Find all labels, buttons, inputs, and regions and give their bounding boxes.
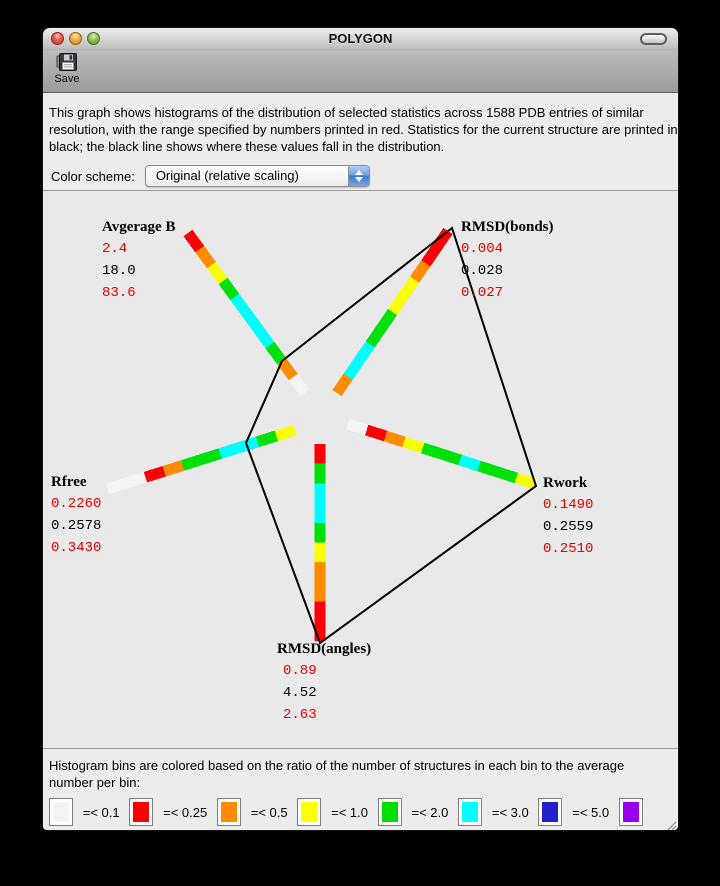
zoom-button[interactable]: [87, 32, 100, 45]
histogram-bin-segment: [125, 472, 147, 488]
histogram-bin-segment: [440, 449, 462, 465]
histogram-bin-segment: [459, 455, 481, 471]
description-panel: [43, 93, 678, 191]
resize-grip[interactable]: [662, 818, 677, 831]
axis-rwork: [543, 475, 593, 560]
axis-label: RMSD(bonds): [461, 219, 554, 235]
legend-bin-color: [133, 802, 149, 822]
histogram-bin-segment: [106, 478, 128, 494]
legend-bin-swatch: [129, 798, 153, 826]
axis-rmsd-bonds: [461, 219, 554, 304]
color-scheme-selected-value: Original (relative scaling): [155, 168, 299, 183]
legend-bin-label: =< 0.1: [82, 804, 120, 820]
axis-range-min: 0.1490: [543, 497, 594, 513]
axis-current-value: 0.2559: [543, 519, 594, 535]
legend-bin-color: [462, 802, 478, 822]
legend-bin-label: =< 0.5: [250, 804, 288, 820]
axis-current-value: 0.028: [461, 263, 504, 279]
axis-rmsd-angles: [277, 641, 371, 726]
axis-range-max: 0.027: [461, 285, 504, 301]
axis-rfree: [51, 474, 101, 559]
histogram-bin-segment: [275, 425, 297, 441]
legend-bin-label: =< 0.25: [163, 804, 208, 820]
legend-bin-color: [301, 802, 317, 822]
legend-bin-label: =< 3.0: [491, 804, 529, 820]
histogram-bin-segment: [315, 503, 326, 523]
legend-bins-row: [49, 798, 643, 826]
legend-bin-label: =< 2.0: [411, 804, 449, 820]
histogram-bin-segment: [315, 444, 326, 464]
histogram-bin-segment: [315, 523, 326, 543]
close-button[interactable]: [51, 32, 64, 45]
legend-bin-color: [382, 802, 398, 822]
legend-bin-swatch: [49, 798, 73, 826]
axis-range-min: 2.4: [102, 241, 128, 257]
save-button-label: Save: [54, 73, 80, 85]
histogram-bin-segment: [315, 602, 326, 622]
plot-area: [43, 191, 678, 748]
legend-bin-color: [53, 802, 69, 822]
histogram-bin-segment: [477, 461, 499, 477]
description-text: This graph shows histograms of the distribution of selected statistics across 1588 PDB entries of similar resolution, with the range specified by numbers printed in red. Statistics for the current structure are printed in black; the black line shows where these values fall in the distribution.: [49, 105, 678, 154]
color-scheme-label: Color scheme:: [51, 168, 135, 184]
save-button[interactable]: [50, 52, 84, 85]
save-floppy-icon: [56, 52, 78, 72]
color-scheme-dropdown[interactable]: [145, 165, 370, 187]
window-title: POLYGON: [328, 31, 393, 46]
axis-current-value: 0.2578: [51, 518, 102, 534]
polygon-window: [42, 27, 679, 831]
histogram-bin-segment: [346, 419, 368, 435]
dropdown-stepper-icon: [348, 166, 369, 186]
histogram-bin-segment: [219, 442, 241, 458]
histogram-bin-segment: [200, 448, 222, 464]
histogram-bin-segment: [162, 460, 184, 476]
histogram-bin-segment: [181, 454, 203, 470]
axis-range-min: 0.89: [283, 663, 317, 679]
axis-range-max: 0.2510: [543, 541, 594, 557]
legend-bin-swatch: [538, 798, 562, 826]
legend-bin-swatch: [297, 798, 321, 826]
axis-label: Rfree: [51, 474, 87, 490]
histogram-bin-segment: [315, 582, 326, 602]
histogram-bin-segment: [421, 443, 443, 459]
legend-text: Histogram bins are colored based on the ratio of the number of structures in each bin to the average number per bin:: [49, 758, 625, 790]
axis-label: Rwork: [543, 475, 588, 491]
axis-current-value: 18.0: [102, 263, 136, 279]
histogram-bin-segment: [384, 431, 406, 447]
legend-bin-swatch: [458, 798, 482, 826]
legend-panel: [43, 748, 678, 831]
histogram-bin-segment: [315, 464, 326, 484]
axis-average-b: [102, 219, 175, 304]
legend-bin-color: [221, 802, 237, 822]
histogram-bin-segment: [315, 483, 326, 503]
histogram-bin-segment: [496, 467, 518, 483]
legend-bin-swatch: [378, 798, 402, 826]
toolbar-toggle-button[interactable]: [640, 33, 667, 45]
axis-label: RMSD(angles): [277, 641, 372, 657]
legend-bin-label: =< 1.0: [331, 804, 368, 820]
title-bar[interactable]: [43, 28, 678, 50]
histogram-bin-segment: [256, 431, 278, 447]
histogram-bin-segment: [315, 543, 326, 563]
histogram-bin-segment: [144, 466, 166, 482]
histogram-bin-segment: [402, 437, 424, 453]
axis-range-min: 0.004: [461, 241, 504, 257]
minimize-button[interactable]: [69, 32, 82, 45]
toolbar: [43, 50, 678, 93]
legend-bin-swatch: [217, 798, 241, 826]
legend-bin-color: [542, 802, 558, 822]
legend-bin-label: =< 5.0: [572, 804, 610, 820]
axis-current-value: 4.52: [283, 685, 317, 701]
histogram-bin-segment: [315, 562, 326, 582]
axis-range-min: 0.2260: [51, 496, 102, 512]
legend-bin-swatch: [619, 798, 643, 826]
histogram-bin-segment: [365, 425, 387, 441]
axis-label: Avgerage B: [102, 219, 176, 235]
axis-range-max: 2.63: [283, 707, 317, 723]
axis-range-max: 0.3430: [51, 540, 102, 556]
axis-range-max: 83.6: [102, 285, 136, 301]
legend-bin-color: [623, 802, 639, 822]
